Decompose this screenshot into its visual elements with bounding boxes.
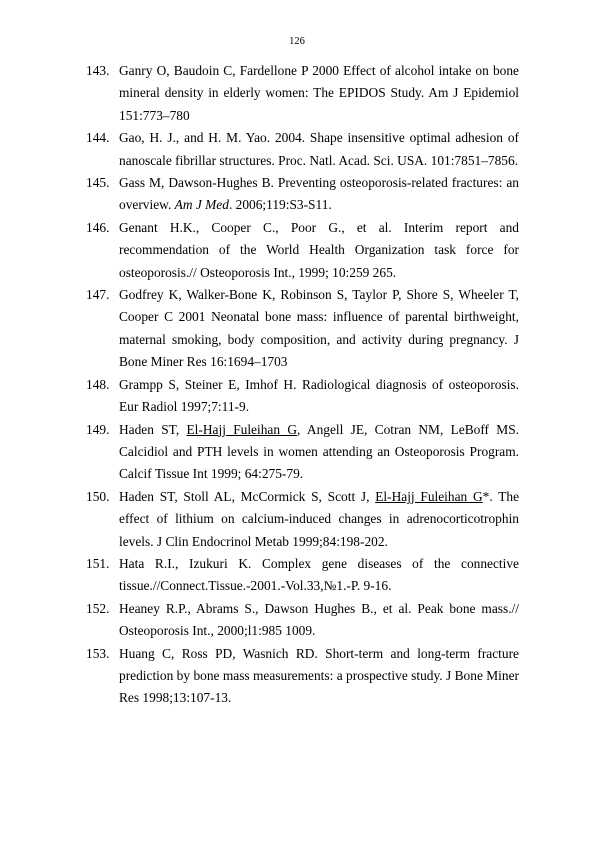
reference-segment: Heaney R.P., Abrams S., Dawson Hughes B., et al. Peak bone mass.// Osteoporosis Int., 2000;l1:985 1009. xyxy=(119,600,519,639)
reference-text xyxy=(119,130,519,167)
page-number: 126 xyxy=(289,36,305,47)
reference-text xyxy=(119,220,519,280)
reference-list xyxy=(86,60,519,710)
reference-text xyxy=(119,377,519,414)
reference-text xyxy=(119,63,519,123)
reference-item xyxy=(86,284,519,374)
reference-number: 150. xyxy=(86,488,110,504)
reference-number: 151. xyxy=(86,555,110,571)
reference-item xyxy=(86,643,519,710)
reference-segment: Ganry O, Baudoin C, Fardellone P 2000 Effect of alcohol intake on bone mineral density in elderly women: The EPIDOS Study. Am J Epidemiol 151:773–780 xyxy=(119,63,519,123)
reference-segment: Haden ST, Stoll AL, McCormick S, Scott J, xyxy=(119,488,376,504)
reference-text xyxy=(119,601,519,638)
reference-segment: Hata R.I., Izukuri K. Complex gene diseases of the connective tissue.//Connect.Tissue.-2001.-Vol.33,№1.-P. 9-16. xyxy=(119,555,519,594)
reference-item xyxy=(86,486,519,553)
reference-number: 149. xyxy=(86,421,110,437)
reference-item xyxy=(86,419,519,486)
reference-text xyxy=(119,556,519,593)
reference-segment: , Angell JE, Cotran NM, LeBoff MS. Calcidiol and PTH levels in women attending an Osteoporosis Program. Calcif Tissue Int 1999; 64:275-79. xyxy=(119,421,520,482)
reference-segment: Grampp S, Steiner E, Imhof H. Radiological diagnosis of osteoporosis. Eur Radiol 1997;7:11-9. xyxy=(119,376,519,415)
underlined-author: El-Hajj Fuleihan G xyxy=(186,421,298,437)
journal-title: Am J Med xyxy=(174,197,229,213)
reference-segment: Huang C, Ross PD, Wasnich RD. Short-term and long-term fracture prediction by bone mass measurements: a prospective study. J Bone Miner Res 1998;13:107-13. xyxy=(119,645,519,706)
reference-item xyxy=(86,374,519,419)
reference-item xyxy=(86,553,519,598)
reference-text xyxy=(119,422,519,482)
reference-number: 145. xyxy=(86,175,110,191)
reference-number: 146. xyxy=(86,219,110,235)
reference-number: 144. xyxy=(86,130,110,146)
reference-segment: *. The effect of lithium on calcium-induced changes in adrenocorticotrophin levels. J Clin Endocrinol Metab 1999;84:198-202. xyxy=(119,488,520,549)
reference-item xyxy=(86,127,519,172)
reference-segment: Godfrey K, Walker-Bone K, Robinson S, Taylor P, Shore S, Wheeler T, Cooper C 2001 Neonatal bone mass: influence of parental birthweight, maternal smoking, body composition, and activity during pregnancy. J Bone Miner Res 16:1694–1703 xyxy=(119,287,519,370)
underlined-author: El-Hajj Fuleihan G xyxy=(375,488,483,504)
reference-segment: Genant H.K., Cooper C., Poor G., et al. Interim report and recommendation of the World Health Organization task force for osteoporosis.// Osteoporosis Int., 1999; 10:259 265. xyxy=(119,219,519,280)
reference-text xyxy=(119,287,519,369)
reference-segment: . 2006;119:S3-S11. xyxy=(228,197,332,213)
reference-segment: Haden ST, xyxy=(119,421,187,437)
reference-segment: Gao, H. J., and H. M. Yao. 2004. Shape insensitive optimal adhesion of nanoscale fibrillar structures. Proc. Natl. Acad. Sci. USA. 101:7851–7856. xyxy=(119,130,519,168)
reference-item xyxy=(86,598,519,643)
reference-number: 153. xyxy=(86,645,110,661)
reference-segment: Gass M, Dawson-Hughes B. Preventing osteoporosis-related fractures: an overview. xyxy=(119,175,519,213)
reference-number: 152. xyxy=(86,600,110,616)
reference-number: 147. xyxy=(86,287,110,303)
reference-number: 148. xyxy=(86,376,110,392)
reference-text xyxy=(119,489,519,549)
reference-item xyxy=(86,172,519,217)
reference-item xyxy=(86,60,519,127)
reference-item xyxy=(86,217,519,284)
reference-text xyxy=(119,646,519,706)
reference-number: 143. xyxy=(86,63,110,78)
reference-text xyxy=(119,175,519,212)
